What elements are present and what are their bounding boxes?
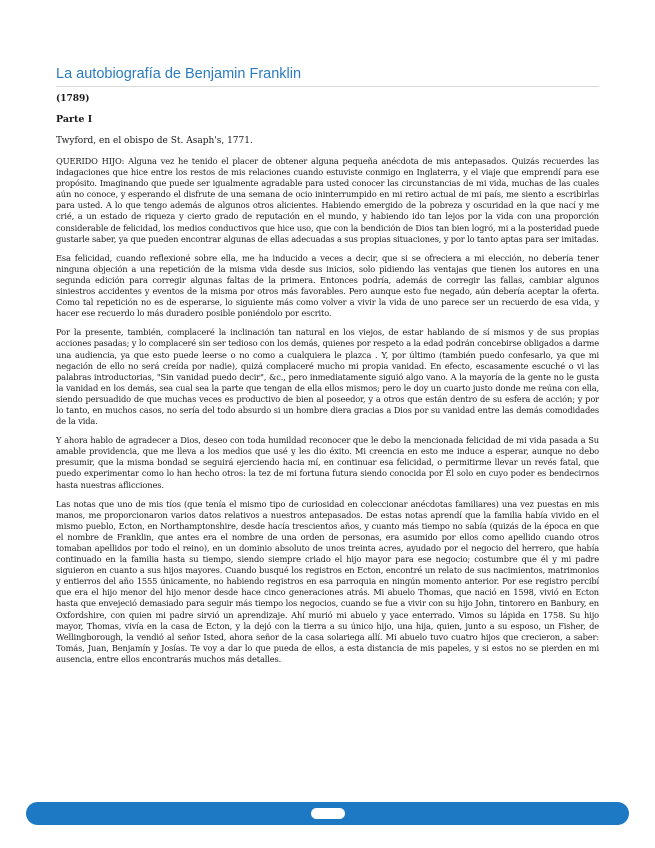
- part-heading: Parte I: [56, 114, 93, 125]
- body-text: [56, 156, 599, 665]
- paragraph-1: QUERIDO HIJO: Alguna vez he tenido el placer de obtener alguna pequeña anécdota de mis antepasados. Quizás recuerdes las indagaciones que hice entre los restos de mis relaciones cuando estuviste conmigo en Inglaterra, y el viaje que emprendí para ese propósito. Imaginando que puede ser igualmente agradable para usted conocer las circunstancias de mi vida, muchas de las cuales aún no conoce, y esperando el disfrute de una semana de ocio ininterrumpido en mi retiro actual de mi país, me siento a escribirlas para usted. A lo que tengo además de algunos otros alicientes. Habiendo emergido de la pobreza y oscuridad en la que nací y me crié, a un estado de riqueza y cierto grado de reputación en el mundo, y habiendo ido tan lejos por la vida con una proporción considerable de felicidad, los medios conductivos que hice uso, que con la bendición de Dios tan bien logró, mi a la posteridad puede gustarle saber, ya que pueden encontrar algunas de ellas adecuadas a sus propias situaciones, y por lo tanto aptas para ser imitadas.: [56, 156, 599, 244]
- paragraph-3: Por la presente, también, complaceré la inclinación tan natural en los viejos, de estar hablando de sí mismos y de sus propias acciones pasadas; y lo complaceré sin ser tedioso con los demás, quienes por respeto a la edad podrán concebirse obligados a darme una audiencia, ya que esto puede leerse o no como a cualquiera le plazca . Y, por último (también puedo confesarlo, ya que mi negación de ello no será creída por nadie), quizá complaceré mucho mi propia vanidad. En efecto, escasamente escuché o vi las palabras introductorias, "Sin vanidad puedo decir", &c., pero inmediatamente siguió algo vano. A la mayoría de la gente no le gusta la vanidad en los demás, sea cual sea la parte que tengan de ella ellos mismos; pero le doy un cuarto justo donde me reúna con ella, siendo persuadido de que muchas veces es productivo de bien al poseedor, y a otros que están dentro de su esfera de acción; y por lo tanto, en muchos casos, no sería del todo absurdo si un hombre diera gracias a Dios por su vanidad entre las demás comodidades de la vida.: [56, 327, 599, 427]
- document-year: (1789): [56, 94, 90, 104]
- paragraph-4: Y ahora hablo de agradecer a Dios, deseo con toda humildad reconocer que le debo la mencionada felicidad de mi vida pasada a Su amable providencia, que me lleva a los medios que usé y les dio éxito. Mi creencia en esto me induce a esperar, aunque no debo presumir, que la misma bondad se seguirá ejerciendo hacia mí, en continuar esa felicidad, o permitirme llevar un revés fatal, que puedo experimentar como lo han hecho otros: la tez de mi fortuna futura siendo conocida por Él solo en cuyo poder es bendecirnos hasta nuestras aflicciones.: [56, 435, 599, 490]
- page-indicator[interactable]: [311, 808, 345, 819]
- paragraph-5: Las notas que uno de mis tíos (que tenía el mismo tipo de curiosidad en coleccionar anécdotas familiares) una vez puestas en mis manos, me proporcionaron varios datos relativos a nuestros antepasados. De estas notas aprendí que la familia había vivido en el mismo pueblo, Ecton, en Northamptonshire, desde hacía trescientos años, y cuanto más tiempo no sabía (quizás de la época en que el nombre de Franklin, que antes era el nombre de una orden de personas, era asumido por ellos como apellido cuando otros tomaban apellidos por todo el reino), en un dominio absoluto de unos treinta acres, ayudado por el negocio del herrero, que había continuado en la familia hasta su tiempo, siendo siempre criado el hijo mayor para ese negocio; costumbre que él y mi padre siguieron en cuanto a sus hijos mayores. Cuando busqué los registros en Ecton, encontré un relato de sus nacimientos, matrimonios y entierros del año 1555 únicamente, no habiendo registros en esa parroquia en ningún momento anterior. Por ese registro percibí que era el hijo menor del hijo menor desde hace cinco generaciones atrás. Mi abuelo Thomas, que nació en 1598, vivió en Ecton hasta que envejeció demasiado para seguir más tiempo los negocios, cuando se fue a vivir con su hijo John, tintorero en Banbury, en Oxfordshire, con quien mi padre sirvió un aprendizaje. Ahí murió mi abuelo y yace enterrado. Vimos su lápida en 1758. Su hijo mayor, Thomas, vivía en la casa de Ecton, y la dejó con la tierra a su único hijo, una hija, quien, junto a su esposo, un Fisher, de Wellingborough, la vendió al señor Isted, ahora señor de la casa solariega allí. Mi abuelo tuvo cuatro hijos que crecieron, a saber: Tomás, Juan, Benjamín y Josías. Te voy a dar lo que pueda de ellos, a esta distancia de mis papeles, y si estos no se pierden en mi ausencia, entre ellos encontrarás muchos más detalles.: [56, 498, 599, 664]
- document-page: [56, 66, 599, 665]
- location-line: Twyford, en el obispo de St. Asaph's, 1771.: [56, 136, 253, 146]
- paragraph-2: Esa felicidad, cuando reflexioné sobre ella, me ha inducido a veces a decir, que si se ofreciera a mi elección, no debería tener ninguna objeción a una repetición de la misma vida desde sus inicios, solo pidiendo las ventajas que tienen los autores en una segunda edición para corregir algunas faltas de la primera. Entonces podría, además de corregir las fallas, cambiar algunos siniestros accidentes y eventos de la misma por otros más favorables. Pero aunque esto fue negado, aún debería aceptar la oferta. Como tal repetición no es de esperarse, lo siguiente más como volver a vivir la vida de uno parece ser un recuerdo de esa vida, y hacer ese recuerdo lo más duradero posible poniéndolo por escrito.: [56, 252, 599, 319]
- document-title: La autobiografía de Benjamin Franklin: [56, 66, 599, 87]
- footer-bar: [26, 802, 629, 825]
